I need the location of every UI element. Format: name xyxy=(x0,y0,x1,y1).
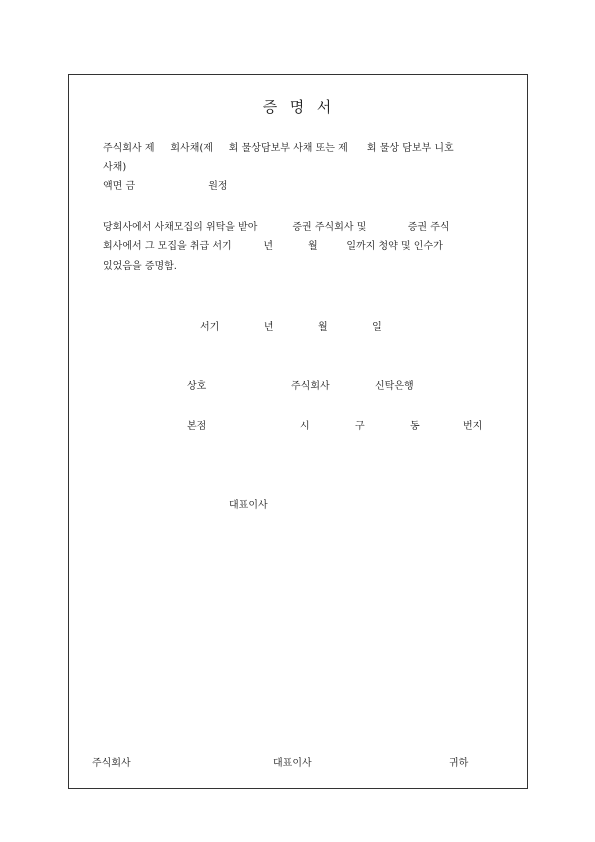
footer-representative: 대표이사 xyxy=(273,758,312,769)
representative-label: 대표이사 xyxy=(229,500,268,511)
address-district: 구 xyxy=(355,421,365,432)
document-title: 증 명 서 xyxy=(262,98,333,116)
address-lot-number: 번지 xyxy=(463,421,483,432)
certification-line-2: 회사에서 그 모집을 취급 서기 년 월 일까지 청약 및 인수가 xyxy=(103,241,443,252)
certification-line-1: 당회사에서 사채모집의 위탁을 받아 증권 주식회사 및 증권 주식 xyxy=(103,222,450,233)
bank-name: 신탁은행 xyxy=(375,381,414,392)
bond-description-line-2: 사채) xyxy=(103,162,127,173)
address-dong: 동 xyxy=(410,421,420,432)
trade-name-label: 상호 xyxy=(187,381,207,392)
company-type: 주식회사 xyxy=(291,381,330,392)
footer-company: 주식회사 xyxy=(92,758,131,769)
head-office-label: 본점 xyxy=(187,421,207,432)
bond-description-line-1: 주식회사 제 회사채(제 회 물상담보부 사채 또는 제 회 물상 담보부 니호 xyxy=(103,143,454,154)
address-city: 시 xyxy=(300,421,310,432)
issue-date-line: 서기 년 월 일 xyxy=(200,322,382,333)
footer-addressee: 귀하 xyxy=(449,758,469,769)
certification-line-3: 있었음을 증명함. xyxy=(103,261,177,272)
face-value-line: 액면 금 원정 xyxy=(103,181,228,192)
